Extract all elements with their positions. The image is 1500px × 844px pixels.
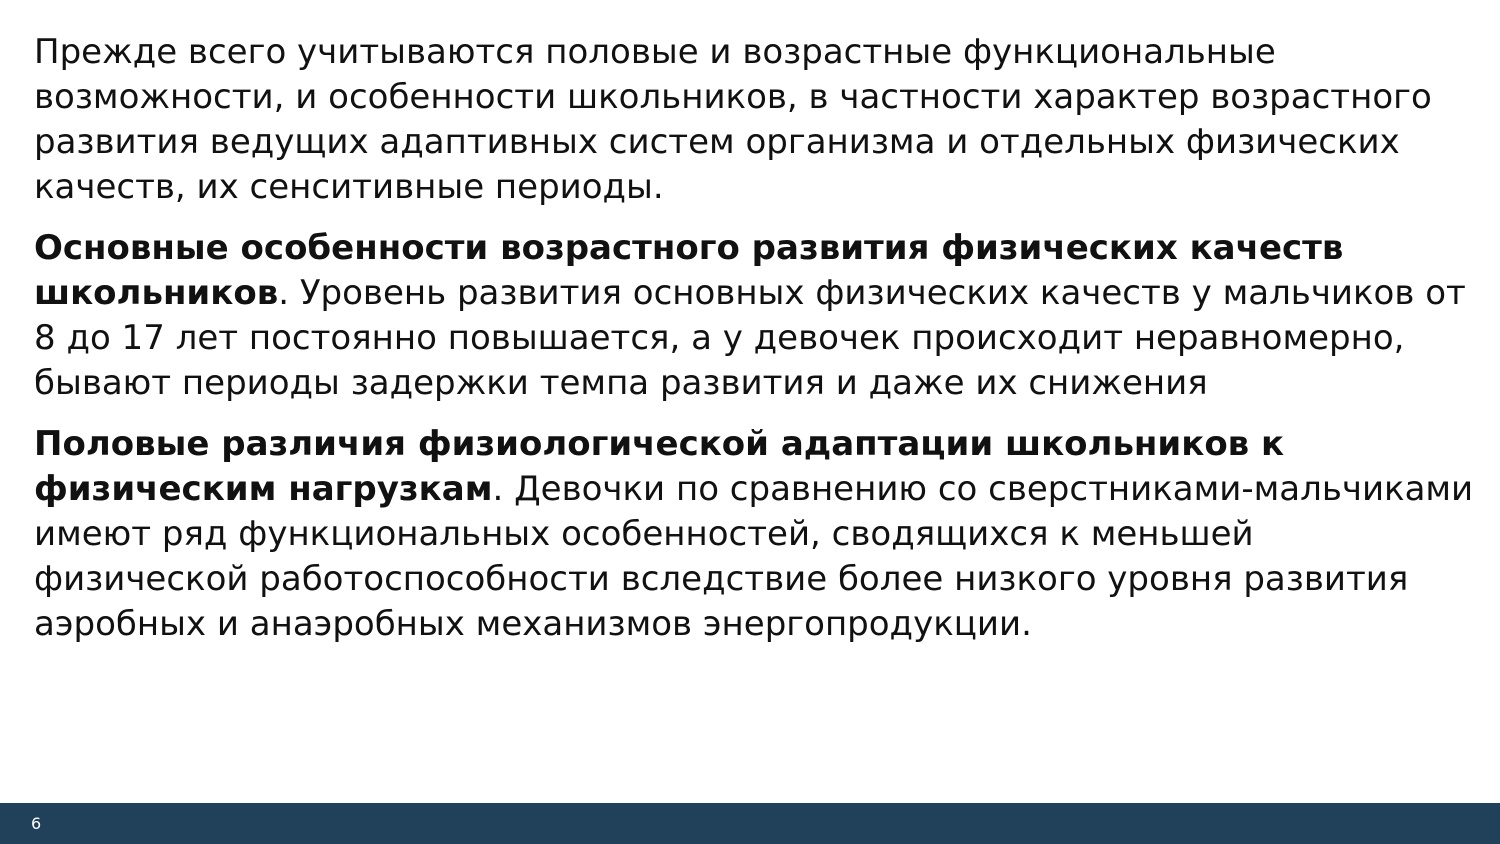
paragraph-intro-text: Прежде всего учитываются половые и возрастные функциональные возможности, и особенности школьников, в частности характер возрастного развития ведущих адаптивных систем организма и отдельных физических качеств, их сенситивные периоды. [34, 32, 1432, 207]
paragraph-intro [34, 30, 1474, 210]
slide-body [34, 30, 1474, 647]
paragraph-age-features [34, 226, 1474, 406]
paragraph-sex-differences-text: . Девочки по сравнению со сверстниками-мальчиками имеют ряд функциональных особенностей, сводящихся к меньшей физической работоспособности вследствие более низкого уровня развития аэробных и анаэробных механизмов энергопродукции. [34, 469, 1474, 644]
page-number: 6 [31, 814, 42, 833]
paragraph-age-features-text: . Уровень развития основных физических качеств у мальчиков от 8 до 17 лет постоянно повышается, а у девочек происходит неравномерно, бывают периоды задержки темпа развития и даже их снижения [34, 273, 1466, 403]
paragraph-sex-differences [34, 422, 1474, 647]
paragraph-sex-differences-heading: Половые различия физиологической адаптации школьников к физическим нагрузкам [34, 424, 1285, 509]
footer-bar [0, 803, 1500, 844]
paragraph-age-features-heading: Основные особенности возрастного развития физических качеств школьников [34, 228, 1344, 313]
